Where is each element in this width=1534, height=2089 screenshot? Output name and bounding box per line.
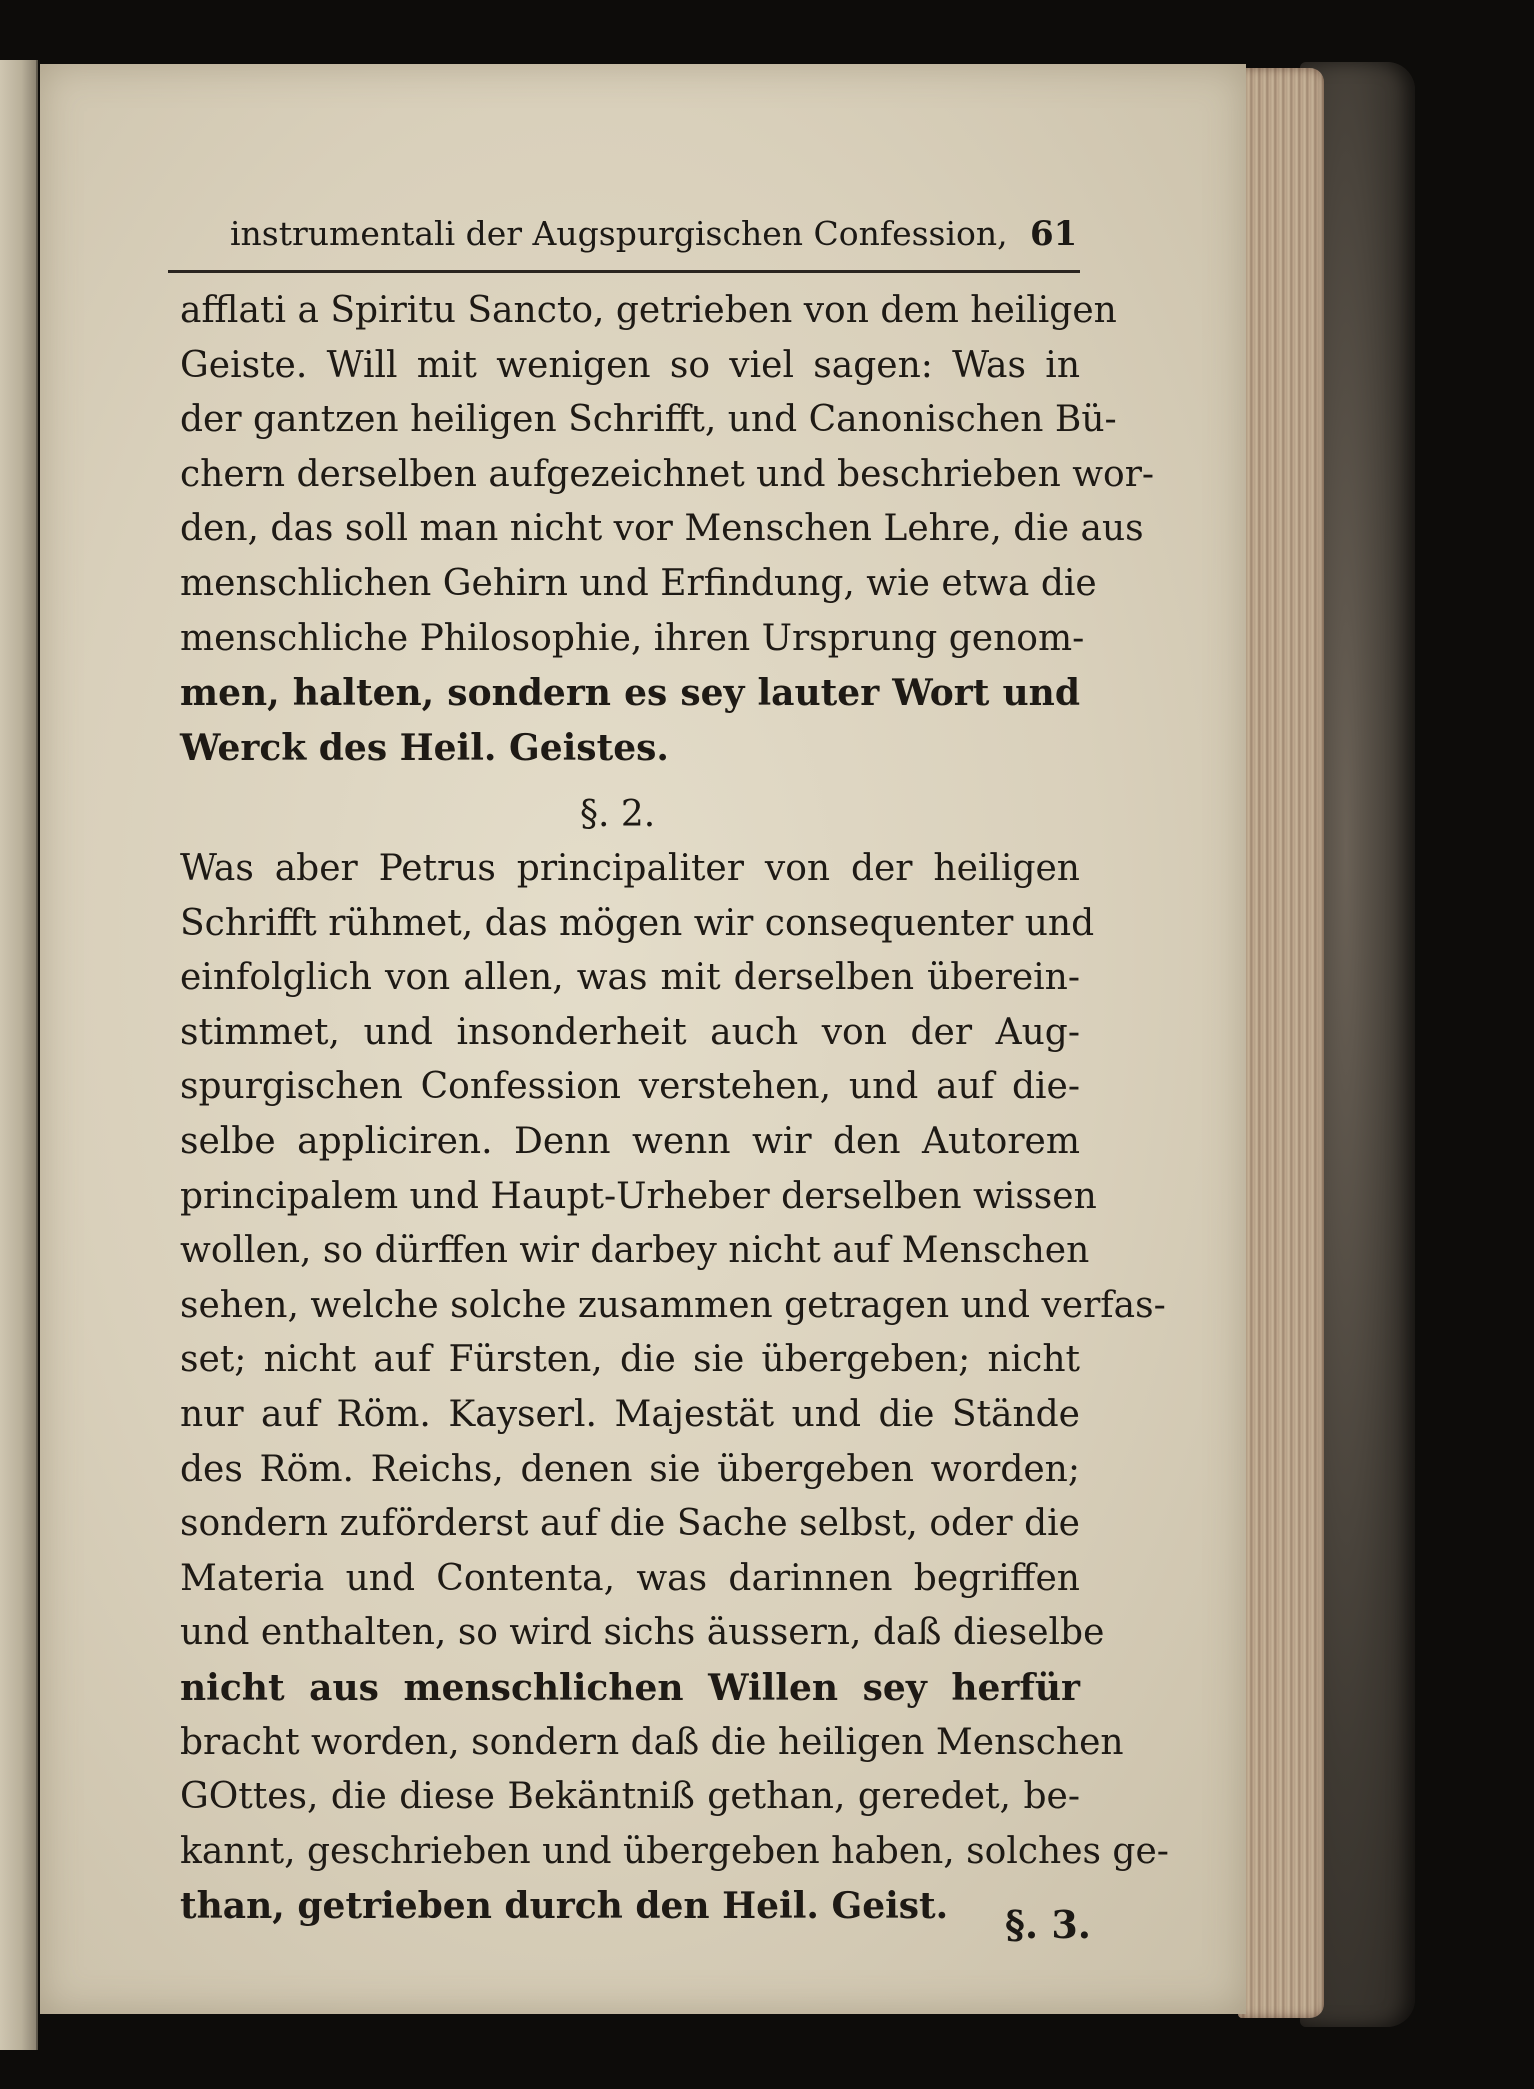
text-line: Was aber Petrus principaliter von der heiligen: [180, 848, 1080, 889]
text-line: menschliche Philosophie, ihren Ursprung genom-: [180, 617, 1085, 659]
text-line: than, getrieben durch den Heil. Geist.: [180, 1885, 949, 1928]
header-rule: [168, 270, 1080, 273]
text-line: und enthalten, so wird sichs äussern, daß dieselbe: [180, 1612, 1105, 1654]
section-mark: §. 2.: [580, 794, 656, 835]
text-line: chern derselben aufgezeichnet und beschrieben wor-: [180, 453, 1155, 495]
text-line: des Röm. Reichs, denen sie übergeben worden;: [180, 1448, 1080, 1490]
text-line: Materia und Contenta, was darinnen begriffen: [180, 1557, 1080, 1599]
text-line: selbe appliciren. Denn wenn wir den Autorem: [180, 1120, 1080, 1162]
running-head: instrumentali der Augspurgischen Confession,: [230, 214, 1008, 253]
facing-page-edge: [0, 60, 38, 2050]
text-line: spurgischen Confession verstehen, und auf die-: [180, 1066, 1080, 1108]
text-line: den, das soll man nicht vor Menschen Lehre, die aus: [180, 508, 1144, 550]
text-line: Geiste. Will mit wenigen so viel sagen: Was in: [180, 344, 1080, 386]
page-edges: [1238, 68, 1324, 2018]
text-line: afflati a Spiritu Sancto, getrieben von dem heiligen: [180, 290, 1117, 331]
text-line: stimmet, und insonderheit auch von der Aug-: [180, 1011, 1080, 1053]
text-line: einfolglich von allen, was mit derselben überein-: [180, 957, 1080, 999]
paragraph-1: [180, 284, 1155, 775]
text-line: menschlichen Gehirn und Erfindung, wie etwa die: [180, 562, 1097, 604]
catchword: §. 3.: [1005, 1902, 1092, 1947]
text-line: der gantzen heiligen Schrifft, und Canonischen Bü-: [180, 399, 1117, 441]
text-line: nicht aus menschlichen Willen sey herfür: [180, 1666, 1080, 1709]
text-line: men, halten, sondern es sey lauter Wort und: [180, 672, 1080, 715]
text-line: kannt, geschrieben und übergeben haben, solches ge-: [180, 1830, 1169, 1872]
text-line: Schrifft rühmet, das mögen wir consequenter und: [180, 902, 1095, 944]
text-line: set; nicht auf Fürsten, die sie übergeben; nicht: [180, 1339, 1080, 1381]
book-page: [40, 64, 1246, 2014]
text-line: principalem und Haupt-Urheber derselben wissen: [180, 1175, 1097, 1217]
text-line: sehen, welche solche zusammen getragen und verfas-: [180, 1284, 1166, 1326]
text-line: wollen, so dürffen wir darbey nicht auf Menschen: [180, 1230, 1090, 1272]
page-number: 61: [1030, 214, 1078, 254]
paragraph-2: [180, 842, 1169, 1934]
text-line: sondern zuförderst auf die Sache selbst, oder die: [180, 1503, 1080, 1545]
text-line: bracht worden, sondern daß die heiligen Menschen: [180, 1721, 1124, 1763]
text-line: GOttes, die diese Bekäntniß gethan, geredet, be-: [180, 1776, 1080, 1818]
text-line: nur auf Röm. Kayserl. Majestät und die Stände: [180, 1393, 1080, 1435]
text-line: Werck des Heil. Geistes.: [180, 726, 669, 769]
